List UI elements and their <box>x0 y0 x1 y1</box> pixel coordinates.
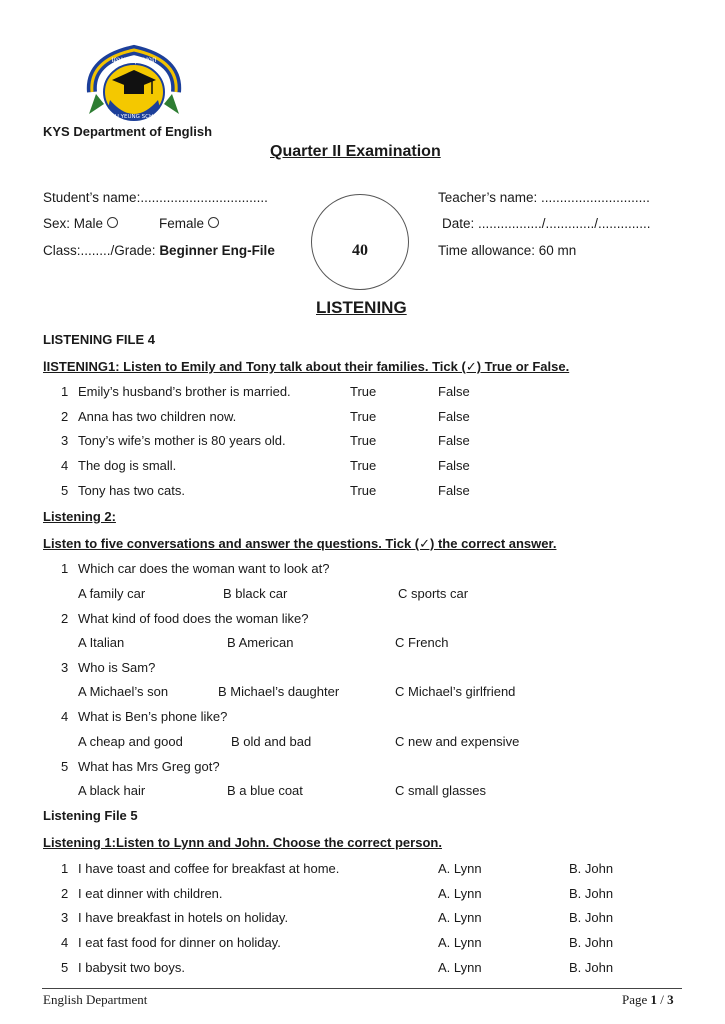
list-item-text: Tony has two cats. <box>78 483 185 498</box>
option-c[interactable]: C sports car <box>398 586 469 601</box>
page-label: Page <box>622 992 648 1007</box>
option-false[interactable]: False <box>438 483 470 498</box>
option-b[interactable]: B black car <box>223 586 288 601</box>
option-true[interactable]: True <box>350 458 377 473</box>
grade-value: Beginner Eng-File <box>159 243 275 258</box>
file5-part1-instruction: Listening 1:Listen to Lynn and John. Choose the correct person. <box>43 835 442 850</box>
list-item-text: Tony’s wife’s mother is 80 years old. <box>78 433 286 448</box>
question-num: 3 <box>61 660 69 675</box>
option-false[interactable]: False <box>438 433 470 448</box>
option-false[interactable]: False <box>438 409 470 424</box>
list-item-num: 5 <box>61 483 69 498</box>
list-item-text: I eat fast food for dinner on holiday. <box>78 935 281 950</box>
department-name: KYS Department of English <box>43 124 213 139</box>
option-lynn[interactable]: A. Lynn <box>438 910 482 925</box>
female-radio[interactable] <box>208 217 219 228</box>
question-text: What has Mrs Greg got? <box>78 759 220 774</box>
option-b[interactable]: B Michael’s daughter <box>218 684 340 699</box>
student-name-field[interactable]: Student’s name:.................................. <box>43 190 268 205</box>
list-item-num: 3 <box>61 433 69 448</box>
listening2-heading: Listening 2: <box>43 509 116 524</box>
file5-title: Listening File 5 <box>43 808 138 823</box>
option-b[interactable]: B old and bad <box>231 734 312 749</box>
logo-bottom-text: KROU YEUNG SCHOOL <box>103 114 165 120</box>
question-num: 1 <box>61 561 69 576</box>
option-true[interactable]: True <box>350 409 377 424</box>
list-item-num: 3 <box>61 910 69 925</box>
question-text: Who is Sam? <box>78 660 156 675</box>
footer-divider <box>42 988 682 989</box>
time-allowance: Time allowance: 60 mn <box>438 243 577 258</box>
school-logo <box>86 42 182 126</box>
option-b[interactable]: B a blue coat <box>227 783 303 798</box>
score-total: 40 <box>352 242 368 259</box>
footer-left: English Department <box>43 992 148 1007</box>
question-text: Which car does the woman want to look at? <box>78 561 330 576</box>
option-john[interactable]: B. John <box>569 886 614 901</box>
page-separator: / <box>660 992 664 1007</box>
option-lynn[interactable]: A. Lynn <box>438 960 482 975</box>
option-a[interactable]: A cheap and good <box>78 734 183 749</box>
option-john[interactable]: B. John <box>569 910 614 925</box>
question-num: 4 <box>61 709 69 724</box>
option-c[interactable]: C new and expensive <box>395 734 520 749</box>
option-a[interactable]: A black hair <box>78 783 146 798</box>
question-text: What is Ben’s phone like? <box>78 709 228 724</box>
page-current: 1 <box>650 992 658 1007</box>
option-john[interactable]: B. John <box>569 935 614 950</box>
class-field[interactable]: Class:......../Grade: <box>43 243 156 258</box>
page-total: 3 <box>667 992 674 1007</box>
male-radio[interactable] <box>107 217 118 228</box>
page-indicator <box>622 992 674 1008</box>
option-lynn[interactable]: A. Lynn <box>438 886 482 901</box>
option-c[interactable]: C Michael’s girlfriend <box>395 684 516 699</box>
file4-part1-instruction: lISTENING1: Listen to Emily and Tony talk about their families. Tick (✓) True or False. <box>43 359 570 374</box>
list-item-text: Anna has two children now. <box>78 409 237 424</box>
option-true[interactable]: True <box>350 483 377 498</box>
option-lynn[interactable]: A. Lynn <box>438 935 482 950</box>
option-a[interactable]: A family car <box>78 586 146 601</box>
list-item-text: I have toast and coffee for breakfast at home. <box>78 861 340 876</box>
list-item-num: 1 <box>61 861 69 876</box>
class-grade-row <box>43 243 275 258</box>
exam-title: Quarter II Examination <box>270 143 441 160</box>
option-c[interactable]: C French <box>395 635 449 650</box>
option-true[interactable]: True <box>350 433 377 448</box>
option-a[interactable]: A Italian <box>78 635 125 650</box>
option-lynn[interactable]: A. Lynn <box>438 861 482 876</box>
question-num: 5 <box>61 759 69 774</box>
option-b[interactable]: B American <box>227 635 294 650</box>
section-title: LISTENING <box>316 298 407 317</box>
list-item-num: 2 <box>61 886 69 901</box>
list-item-text: The dog is small. <box>78 458 177 473</box>
sex-label: Sex: <box>43 216 71 231</box>
sex-row <box>43 216 118 231</box>
option-false[interactable]: False <box>438 384 470 399</box>
list-item-num: 2 <box>61 409 69 424</box>
list-item-num: 4 <box>61 458 69 473</box>
list-item-num: 5 <box>61 960 69 975</box>
option-a[interactable]: A Michael’s son <box>78 684 169 699</box>
female-label: Female <box>159 216 205 231</box>
option-false[interactable]: False <box>438 458 470 473</box>
teacher-name-field[interactable]: Teacher’s name: ............................. <box>438 190 650 205</box>
question-text: What kind of food does the woman like? <box>78 611 309 626</box>
date-field[interactable]: Date: ................./............./.............. <box>442 216 651 231</box>
list-item-num: 4 <box>61 935 69 950</box>
option-c[interactable]: C small glasses <box>395 783 487 798</box>
list-item-num: 1 <box>61 384 69 399</box>
listening2-instruction: Listen to five conversations and answer the questions. Tick (✓) the correct answer. <box>43 536 557 551</box>
option-true[interactable]: True <box>350 384 377 399</box>
question-num: 2 <box>61 611 69 626</box>
list-item-text: I have breakfast in hotels on holiday. <box>78 910 289 925</box>
list-item-text: Emily’s husband’s brother is married. <box>78 384 291 399</box>
list-item-text: I eat dinner with children. <box>78 886 223 901</box>
male-label: Male <box>73 216 104 231</box>
option-john[interactable]: B. John <box>569 960 614 975</box>
logo-top-text: ឆ្ពោះទៅគុណភាព <box>111 56 157 64</box>
list-item-text: I babysit two boys. <box>78 960 185 975</box>
female-option <box>159 216 219 231</box>
file4-title: LISTENING FILE 4 <box>43 332 155 347</box>
option-john[interactable]: B. John <box>569 861 614 876</box>
